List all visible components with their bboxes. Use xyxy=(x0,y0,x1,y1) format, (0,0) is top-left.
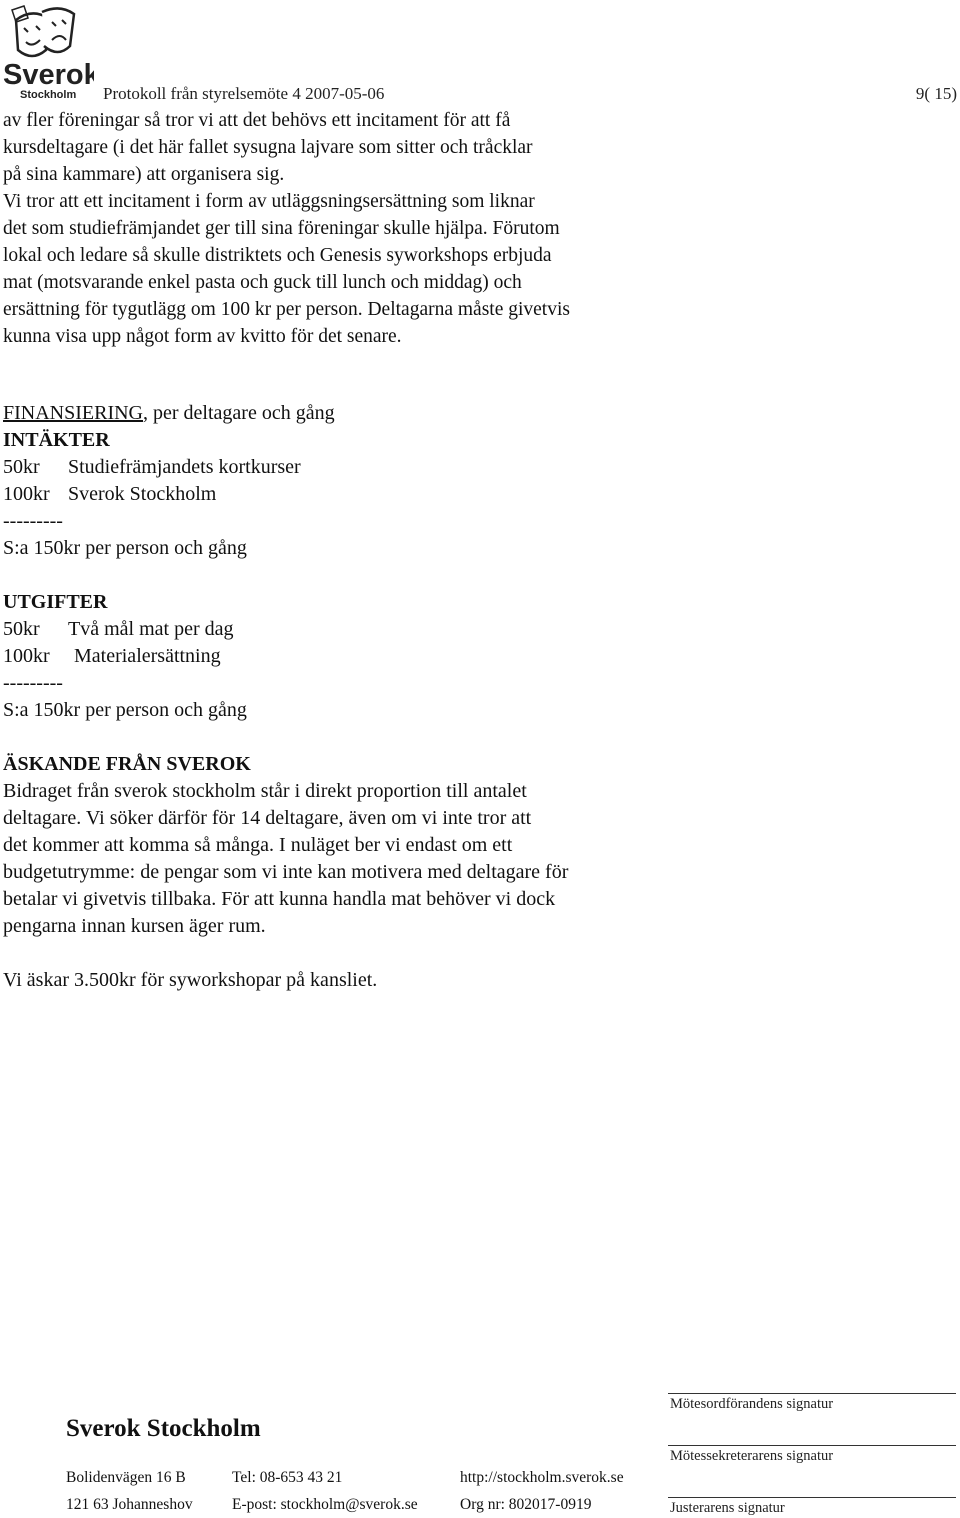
income-separator: --------- xyxy=(3,510,63,532)
signature-line xyxy=(668,1445,956,1446)
expense-row xyxy=(3,643,568,670)
expense-amount: 50kr xyxy=(3,618,40,640)
request-line: deltagare. Vi söker därför för 14 deltagare, även om vi inte tror att xyxy=(3,807,532,829)
footer-website: http://stockholm.sverok.se xyxy=(460,1469,624,1486)
income-heading: INTÄKTER xyxy=(3,429,110,451)
paragraph-line: kursdeltagare (i det här fallet sysugna lajvare som sitter och tråcklar xyxy=(3,137,533,158)
expenses-sum: S:a 150kr per person och gång xyxy=(3,699,247,721)
expense-label: Materialersättning xyxy=(74,645,221,667)
paragraph-line: av fler föreningar så tror vi att det behövs ett incitament för att få xyxy=(3,110,511,131)
logo-wordmark: Sverok xyxy=(3,59,94,91)
footer-org-number: Org nr: 802017-0919 xyxy=(460,1496,592,1513)
financing-section xyxy=(3,400,568,994)
paragraph-line: mat (motsvarande enkel pasta och guck till lunch och middag) och xyxy=(3,272,522,293)
financing-title: FINANSIERING xyxy=(3,402,143,424)
intro-paragraph xyxy=(3,107,693,350)
sverok-logo xyxy=(2,2,94,102)
income-amount: 100kr xyxy=(3,483,50,505)
expenses-separator: --------- xyxy=(3,672,63,694)
footer-address-line2: 121 63 Johanneshov xyxy=(66,1496,193,1513)
signature-line xyxy=(668,1393,956,1394)
expense-row xyxy=(3,616,568,643)
footer-email: E-post: stockholm@sverok.se xyxy=(232,1496,418,1513)
income-row xyxy=(3,454,568,481)
paragraph-line: det som studiefrämjandet ger till sina föreningar skulle hjälpa. Förutom xyxy=(3,218,560,239)
footer-phone: Tel: 08-653 43 21 xyxy=(232,1469,343,1486)
document-title: Protokoll från styrelsemöte 4 2007-05-06 xyxy=(103,84,385,103)
sverok-logo-graphic xyxy=(2,2,94,102)
financing-heading xyxy=(3,400,568,427)
request-line: det kommer att komma så många. I nuläget ber vi endast om ett xyxy=(3,834,513,856)
paragraph-line: ersättning för tygutlägg om 100 kr per person. Deltagarna måste givetvis xyxy=(3,299,570,320)
income-label: Studiefrämjandets kortkurser xyxy=(68,456,301,478)
income-label: Sverok Stockholm xyxy=(68,483,217,505)
footer-address-line1: Bolidenvägen 16 B xyxy=(66,1469,186,1486)
page-number: 9( 15) xyxy=(915,84,957,103)
paragraph-line: Vi tror att ett incitament i form av utläggsningsersättning som liknar xyxy=(3,191,535,212)
request-line: Bidraget från sverok stockholm står i direkt proportion till antalet xyxy=(3,780,527,802)
expense-amount: 100kr xyxy=(3,645,50,667)
financing-subtitle: , per deltagare och gång xyxy=(143,402,335,424)
income-sum: S:a 150kr per person och gång xyxy=(3,537,247,559)
request-heading: ÄSKANDE FRÅN SVEROK xyxy=(3,753,251,775)
paragraph-line: på sina kammare) att organisera sig. xyxy=(3,164,285,185)
signature-line xyxy=(668,1497,956,1498)
request-line: budgetutrymme: de pengar som vi inte kan motivera med deltagare för xyxy=(3,861,569,883)
signature-label-chair: Mötesordförandens signatur xyxy=(670,1396,834,1412)
logo-subtext: Stockholm xyxy=(20,89,77,101)
income-row xyxy=(3,481,568,508)
signature-label-adjuster: Justerarens signatur xyxy=(670,1500,785,1516)
request-line: betalar vi givetvis tillbaka. För att kunna handla mat behöver vi dock xyxy=(3,888,556,910)
signature-label-secretary: Mötessekreterarens signatur xyxy=(670,1448,834,1464)
paragraph-line: kunna visa upp något form av kvitto för det senare. xyxy=(3,326,402,347)
expense-label: Två mål mat per dag xyxy=(68,618,234,640)
income-amount: 50kr xyxy=(3,456,40,478)
footer-org-name: Sverok Stockholm xyxy=(66,1415,261,1442)
request-conclusion: Vi äskar 3.500kr för syworkshopar på kansliet. xyxy=(3,969,378,991)
expenses-heading: UTGIFTER xyxy=(3,591,108,613)
paragraph-line: lokal och ledare så skulle distriktets och Genesis syworkshops erbjuda xyxy=(3,245,552,266)
request-line: pengarna innan kursen äger rum. xyxy=(3,915,266,937)
